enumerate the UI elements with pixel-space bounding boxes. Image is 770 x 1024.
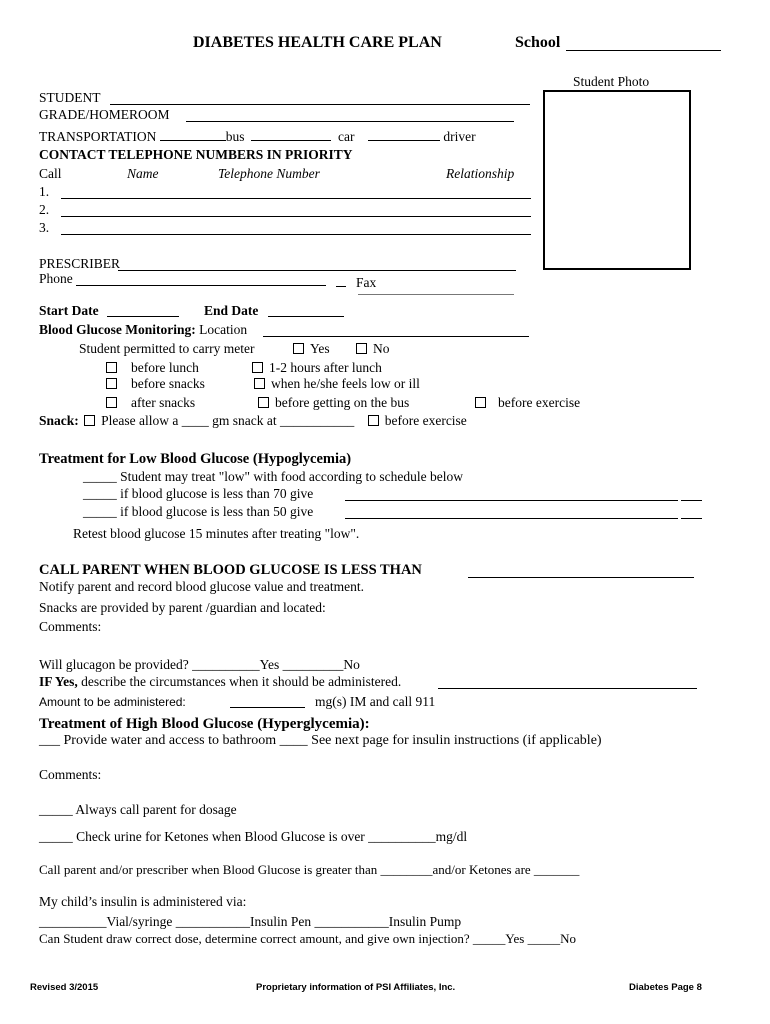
call-parent-field[interactable]: [468, 577, 694, 578]
prescriber-field[interactable]: [118, 270, 516, 271]
low-70-field-end: [681, 500, 702, 501]
location-label: Location: [199, 322, 248, 337]
high-water-line: ___ Provide water and access to bathroom ____ See next page for insulin instructions (if applicable): [39, 733, 602, 748]
option-after-snacks[interactable]: [106, 395, 195, 411]
page-title: DIABETES HEALTH CARE PLAN: [193, 34, 442, 51]
if-yes-text: describe the circumstances when it should be administered.: [81, 674, 402, 689]
contact-row-field[interactable]: [61, 216, 531, 217]
checkbox-icon: [252, 362, 263, 373]
checkbox-icon[interactable]: [84, 415, 95, 426]
contact-row-field[interactable]: [61, 198, 531, 199]
option-label: before exercise: [498, 395, 581, 410]
carry-no-option[interactable]: [356, 341, 390, 357]
school-label: School: [515, 34, 561, 51]
option-label: before snacks: [131, 376, 205, 391]
glucagon-if-yes-row: [39, 674, 401, 690]
call-parent-comments: Comments:: [39, 619, 102, 634]
contacts-relationship-header: Relationship: [446, 166, 515, 181]
carry-label: Student permitted to carry meter: [79, 341, 255, 356]
draw-dose-line: Can Student draw correct dose, determine correct amount, and give own injection? _____Yes _____No: [39, 931, 576, 946]
ketones-line: _____ Check urine for Ketones when Blood Glucose is over __________mg/dl: [39, 829, 468, 844]
checkbox-icon: [258, 397, 269, 408]
contacts-heading: CONTACT TELEPHONE NUMBERS IN PRIORITY: [39, 147, 353, 162]
low-50-field[interactable]: [345, 518, 678, 519]
contact-row-field[interactable]: [61, 234, 531, 235]
insulin-methods: __________Vial/syringe ___________Insulin Pen ___________Insulin Pump: [39, 914, 462, 929]
option-label: 1-2 hours after lunch: [269, 360, 382, 375]
if-yes-label: IF Yes,: [39, 674, 78, 689]
checkbox-icon: [293, 343, 304, 354]
prescriber-dash: [336, 286, 346, 287]
option-label: before getting on the bus: [275, 395, 410, 410]
monitoring-row: [39, 322, 247, 338]
amount-label: Amount to be administered:: [39, 695, 186, 709]
call-parent-heading: CALL PARENT WHEN BLOOD GLUCOSE IS LESS THAN: [39, 562, 422, 578]
option-label: when he/she feels low or ill: [271, 376, 420, 391]
low-50-field-end: [681, 518, 702, 519]
checkbox-icon: [356, 343, 367, 354]
checkbox-icon: [106, 397, 117, 408]
checkbox-icon: [475, 397, 486, 408]
start-date-label: Start Date: [39, 303, 99, 318]
checkbox-icon[interactable]: [368, 415, 379, 426]
amount-suffix: mg(s) IM and call 911: [315, 694, 436, 709]
checkbox-icon: [254, 378, 265, 389]
snacks-provided-text: Snacks are provided by parent /guardian and located:: [39, 600, 326, 615]
grade-field[interactable]: [186, 121, 514, 122]
contacts-phone-header: Telephone Number: [218, 166, 320, 181]
option-before-bus[interactable]: [258, 395, 409, 411]
student-label: STUDENT: [39, 90, 101, 105]
bus-field[interactable]: [160, 128, 226, 141]
school-field[interactable]: [566, 50, 721, 51]
low-line-3: _____ if blood glucose is less than 50 give: [83, 504, 314, 519]
start-date-field[interactable]: [107, 316, 179, 317]
glucagon-question: Will glucagon be provided? __________Yes _________No: [39, 657, 360, 672]
prescriber-fax-label: Fax: [356, 275, 377, 290]
low-line-2: _____ if blood glucose is less than 70 give: [83, 486, 314, 501]
location-field[interactable]: [263, 336, 529, 337]
option-low-ill[interactable]: [254, 376, 420, 392]
option-before-snacks[interactable]: [106, 376, 205, 392]
footer-page: Diabetes Page 8: [629, 982, 702, 993]
student-field[interactable]: [110, 104, 530, 105]
snack-allow-text: Please allow a ____ gm snack at ___________: [101, 413, 355, 428]
amount-field[interactable]: [230, 707, 305, 708]
contact-row-number: 3.: [39, 220, 50, 235]
low-line-1: _____ Student may treat "low" with food according to schedule below: [83, 469, 463, 484]
prescriber-label: PRESCRIBER: [39, 256, 121, 271]
student-photo-box[interactable]: [543, 90, 691, 270]
low-heading: Treatment for Low Blood Glucose (Hypoglycemia): [39, 451, 352, 467]
footer-revised: Revised 3/2015: [30, 982, 99, 993]
notify-text: Notify parent and record blood glucose value and treatment.: [39, 579, 365, 594]
end-date-field[interactable]: [268, 316, 344, 317]
prescriber-phone-field[interactable]: [76, 285, 326, 286]
bus-label: bus: [225, 129, 245, 144]
photo-label: Student Photo: [573, 74, 650, 89]
high-comments: Comments:: [39, 767, 102, 782]
prescriber-fax-field[interactable]: [358, 294, 514, 295]
car-field[interactable]: [251, 128, 331, 141]
carry-yes-label: Yes: [310, 341, 330, 356]
contact-row-number: 2.: [39, 202, 50, 217]
transportation-row: [39, 128, 476, 145]
contacts-call-header: Call: [39, 166, 62, 181]
snack-row: [39, 413, 467, 429]
low-70-field[interactable]: [345, 500, 678, 501]
snack-label: Snack:: [39, 413, 79, 428]
grade-label: GRADE/HOMEROOM: [39, 107, 170, 122]
option-before-lunch[interactable]: [106, 360, 199, 376]
driver-field[interactable]: [368, 128, 440, 141]
always-call-line: _____ Always call parent for dosage: [39, 802, 237, 817]
footer-proprietary: Proprietary information of PSI Affiliates, Inc.: [256, 982, 456, 993]
if-yes-field[interactable]: [438, 688, 697, 689]
monitoring-heading: Blood Glucose Monitoring:: [39, 322, 196, 337]
option-before-exercise[interactable]: [475, 395, 580, 411]
contact-row-number: 1.: [39, 184, 50, 199]
car-label: car: [338, 129, 355, 144]
retest-text: Retest blood glucose 15 minutes after treating "low".: [73, 526, 360, 541]
prescriber-phone-label: Phone: [39, 271, 73, 286]
end-date-label: End Date: [204, 303, 259, 318]
insulin-via: My child’s insulin is administered via:: [39, 894, 247, 909]
call-when-line: Call parent and/or prescriber when Blood Glucose is greater than ________and/or Ketones are _______: [39, 862, 580, 877]
snack-before-exercise: before exercise: [384, 413, 467, 428]
option-label: before lunch: [131, 360, 199, 375]
checkbox-icon: [106, 378, 117, 389]
option-after-lunch[interactable]: [252, 360, 382, 376]
option-label: after snacks: [131, 395, 196, 410]
carry-yes-option[interactable]: [293, 341, 330, 357]
carry-no-label: No: [373, 341, 390, 356]
transportation-label: TRANSPORTATION: [39, 129, 157, 144]
checkbox-icon: [106, 362, 117, 373]
high-heading: Treatment of High Blood Glucose (Hyperglycemia):: [39, 716, 370, 732]
contacts-name-header: Name: [127, 166, 159, 181]
driver-label: driver: [443, 129, 476, 144]
